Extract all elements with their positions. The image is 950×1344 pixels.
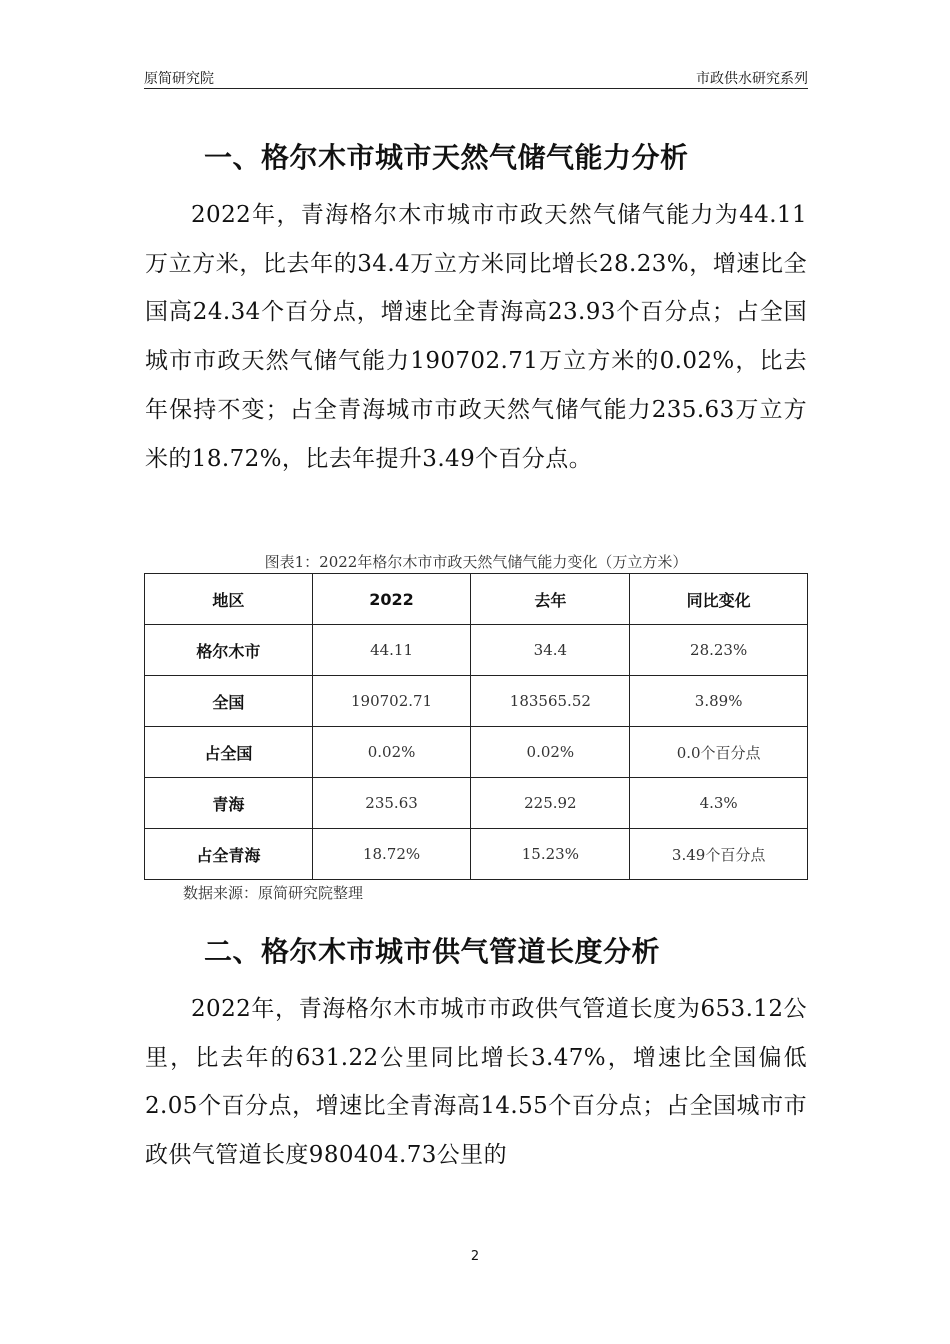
table-cell: 0.02%: [312, 727, 471, 778]
table-header-cell: 去年: [471, 574, 630, 625]
page-header: [144, 66, 808, 89]
header-series: 市政供水研究系列: [696, 71, 808, 87]
table-row: [145, 727, 808, 778]
table-cell: 3.49个百分点: [630, 829, 808, 880]
table-cell: 18.72%: [312, 829, 471, 880]
table-cell: 235.63: [312, 778, 471, 829]
table-cell: 190702.71: [312, 676, 471, 727]
section1-paragraph: 2022年，青海格尔木市城市市政天然气储气能力为44.11万立方米，比去年的34.4万立方米同比增长28.23%，增速比全国高24.34个百分点，增速比全青海高23.93个百分点；占全国城市市政天然气储气能力190702.71万立方米的0.02%，比去年保持不变；占全青海城市市政天然气储气能力235.63万立方米的18.72%，比去年提升3.49个百分点。: [145, 202, 807, 472]
table-cell: 183565.52: [471, 676, 630, 727]
table-cell-region: 青海: [145, 778, 313, 829]
table-row: [145, 676, 808, 727]
table-row: [145, 829, 808, 880]
table-cell: 15.23%: [471, 829, 630, 880]
table-cell: 0.02%: [471, 727, 630, 778]
table-cell: 34.4: [471, 625, 630, 676]
header-org: 原简研究院: [144, 71, 214, 87]
table-cell: 3.89%: [630, 676, 808, 727]
table-header-row: [145, 574, 808, 625]
table-cell: 4.3%: [630, 778, 808, 829]
section2-title: 二、格尔木市城市供气管道长度分析: [204, 935, 661, 968]
table-caption: 图表1：2022年格尔木市市政天然气储气能力变化（万立方米）: [264, 553, 688, 571]
page-number: 2: [470, 1249, 480, 1264]
section1-title: 一、格尔木市城市天然气储气能力分析: [204, 141, 689, 174]
table-cell: 225.92: [471, 778, 630, 829]
table-row: [145, 625, 808, 676]
table-cell-region: 占全国: [145, 727, 313, 778]
section2-paragraph: 2022年，青海格尔木市城市市政供气管道长度为653.12公里，比去年的631.22公里同比增长3.47%，增速比全国偏低2.05个百分点，增速比全青海高14.55个百分点；占全国城市市政供气管道长度980404.73公里的: [145, 996, 807, 1169]
table-header-cell: 同比变化: [630, 574, 808, 625]
table-cell-region: 占全青海: [145, 829, 313, 880]
table-cell-region: 格尔木市: [145, 625, 313, 676]
table-row: [145, 778, 808, 829]
table-cell: 0.0个百分点: [630, 727, 808, 778]
table-source: 数据来源：原简研究院整理: [183, 884, 364, 902]
table-header-cell: 2022: [312, 574, 471, 625]
data-table: [144, 573, 808, 880]
table-header-cell: 地区: [145, 574, 313, 625]
table-cell-region: 全国: [145, 676, 313, 727]
table-cell: 28.23%: [630, 625, 808, 676]
table-cell: 44.11: [312, 625, 471, 676]
